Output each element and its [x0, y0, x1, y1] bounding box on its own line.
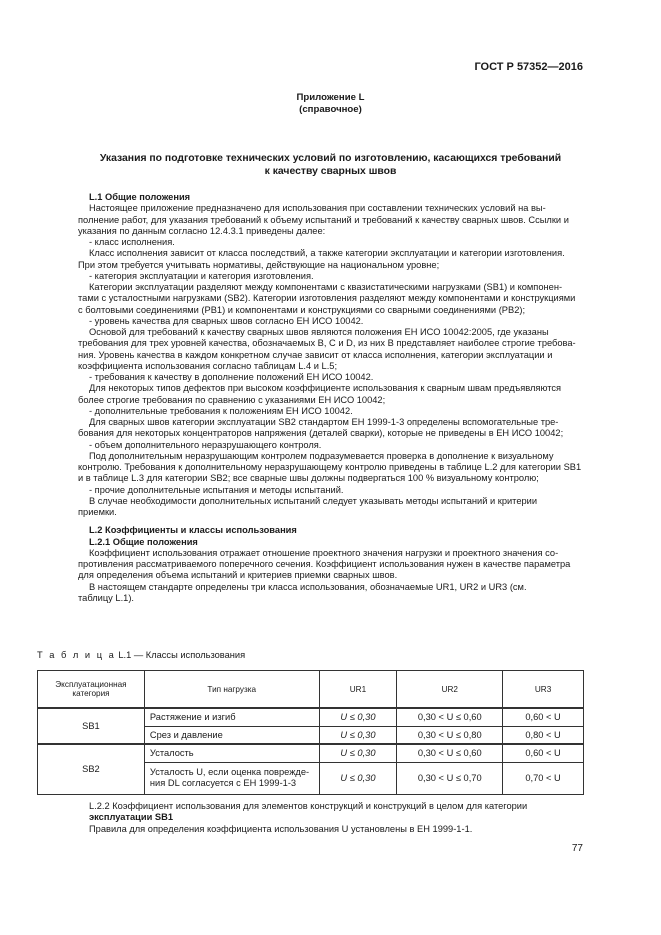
ur2-cell: 0,30 < U ≤ 0,80: [397, 726, 503, 744]
paragraph: Под дополнительным неразрушающим контролем подразумевается проверка в дополнение к визуальному: [89, 450, 554, 461]
paragraph: Коэффициент использования отражает отношение проектного значения нагрузки и проектного значения со-: [89, 547, 559, 558]
subsection-heading: L.2.1 Общие положения: [89, 536, 198, 547]
column-header: UR3: [503, 671, 584, 709]
paragraph: Для сварных швов категории эксплуатации SB2 стандартом ЕН 1999-1-3 определены вспомогательные тре-: [89, 417, 559, 427]
usage-classes-table: [37, 670, 584, 795]
list-item: - категория эксплуатации и категория изготовления.: [89, 270, 314, 281]
ur3-cell: 0,60 < U: [503, 744, 584, 762]
load-type-cell: [144, 762, 319, 794]
main-title-line1: Указания по подготовке технических условий по изготовлению, касающихся требований: [99, 153, 562, 164]
column-header: Эксплуатационная категория: [38, 671, 145, 709]
paragraph-cont: При этом требуется учитывать нормативы, действующие на национальном уровне;: [78, 259, 440, 270]
paragraph: Основой для требований к качеству сварных швов являются положения ЕН ИСО 10042:2005, где указаны: [89, 327, 549, 337]
load-type-cell: Срез и давление: [144, 726, 319, 744]
paragraph: Для некоторых типов дефектов при высоком коэффициенте использования к сварным швам предъявляются: [89, 383, 562, 394]
paragraph-cont: приемки.: [78, 507, 117, 517]
column-header: UR2: [397, 671, 503, 709]
paragraph: Категории эксплуатации разделяют между компонентами с квазистатическими нагрузками (SB1) и компонен-: [89, 282, 563, 292]
paragraph-cont: и в таблице L.3 для категории SB2; все сварные швы должны подвергаться 100 % визуальному контролю;: [78, 473, 539, 484]
paragraph: Правила для определения коэффициента использования U установлены в ЕН 1999-1-1.: [89, 823, 473, 834]
ur1-cell: U ≤ 0,30: [319, 744, 397, 762]
ur1-cell: U ≤ 0,30: [319, 708, 397, 726]
section-l1: [78, 192, 584, 604]
paragraph: В случае необходимости дополнительных испытаний следует указывать методы испытаний и критерии: [89, 495, 538, 506]
subsection-heading-cont: эксплуатации SB1: [89, 812, 173, 823]
paragraph-cont: более строгие требования по сравнению с указаниями ЕН ИСО 10042;: [78, 394, 386, 405]
load-type-cell: Усталость: [144, 744, 319, 762]
table-label: Т а б л и ц а: [37, 650, 116, 660]
paragraph-cont: с болтовыми соединениями (PB1) и компонентами и конструкциями со сварными соединениями (PB2);: [78, 304, 526, 315]
ur2-cell: 0,30 < U ≤ 0,60: [397, 744, 503, 762]
column-header: Тип нагрузка: [144, 671, 319, 709]
list-item: - объем дополнительного неразрушающего контроля.: [89, 439, 322, 450]
paragraph-cont: требования для трех уровней качества, обозначаемых B, C и D, из них B представляет наиболее строгие требова-: [78, 338, 576, 349]
main-title-line2: к качеству сварных швов: [264, 166, 397, 177]
load-type-line: Усталость U, если оценка поврежде-: [149, 767, 310, 777]
paragraph-cont: коэффициента использования согласно таблицам L.4 и L.5;: [78, 360, 338, 371]
paragraph-cont: указания по данным согласно 12.4.3.1 приведены далее:: [78, 225, 326, 236]
list-item: - класс исполнения.: [89, 237, 175, 247]
paragraph-cont: полнение работ, для указания требований к объему испытаний и требований к качеству сварных швов. Ссылки и: [78, 214, 569, 225]
paragraph: В настоящем стандарте определены три класса использования, обозначаемые UR1, UR2 и UR3 (см.: [89, 581, 527, 592]
paragraph-cont: ния. Уровень качества в каждом конкретном случае зависит от класса исполнения, категории эксплуатации и: [78, 349, 553, 360]
section-heading: L.1 Общие положения: [89, 192, 191, 202]
load-type-line: ния DL согласуется с ЕН 1999-1-3: [149, 778, 297, 788]
section-l22: [78, 801, 584, 835]
paragraph-cont: таблицу L.1).: [78, 592, 135, 603]
paragraph: Настоящее приложение предназначено для использования при составлении технических условий на вы-: [89, 203, 546, 214]
paragraph-cont: тами с усталостными нагрузками (SB2). Категории изготовления разделяют между компонентами и конструкциями: [78, 293, 576, 304]
category-cell: SB1: [38, 708, 145, 744]
appendix-title: Приложение L: [296, 92, 365, 103]
paragraph-cont: контролю. Требования к дополнительному неразрушающему контролю приведены в таблице L.2 для категории SB1: [78, 462, 582, 472]
ur1-cell: U ≤ 0,30: [319, 726, 397, 744]
ur1-cell: U ≤ 0,30: [319, 762, 397, 794]
ur2-cell: 0,30 < U ≤ 0,60: [397, 708, 503, 726]
subsection-heading: L.2.2 Коэффициент использования для элементов конструкций и конструкций в целом для категории: [89, 801, 528, 811]
table-title: L.1 — Классы использования: [118, 650, 246, 660]
page-number: 77: [571, 843, 583, 854]
paragraph-cont: бования для некоторых концентраторов напряжения (деталей сварки), которые не приведены в ЕН ИСО 10042;: [78, 428, 564, 439]
ur3-cell: 0,70 < U: [503, 762, 584, 794]
list-item: - требования к качеству в дополнение положений ЕН ИСО 10042.: [89, 372, 374, 382]
column-header: UR1: [319, 671, 397, 709]
ur3-cell: 0,80 < U: [503, 726, 584, 744]
paragraph-cont: противления рассматриваемого поперечного сечения. Коэффициент использования нужен в качестве параметра: [78, 559, 571, 569]
standard-header: ГОСТ Р 57352—2016: [474, 61, 583, 73]
table-row: [38, 744, 584, 762]
load-type-cell: Растяжение и изгиб: [144, 708, 319, 726]
paragraph: Класс исполнения зависит от класса последствий, а также категории эксплуатации и категории изготовления.: [89, 248, 565, 259]
category-cell: SB2: [38, 744, 145, 794]
ur3-cell: 0,60 < U: [503, 708, 584, 726]
list-item: - дополнительные требования к положениям ЕН ИСО 10042.: [89, 405, 353, 416]
appendix-subtitle: (справочное): [299, 104, 362, 115]
list-item: - уровень качества для сварных швов согласно ЕН ИСО 10042.: [89, 315, 364, 326]
table-row: [38, 708, 584, 726]
paragraph-cont: для определения объема испытаний и критериев приемки сварных швов.: [78, 570, 398, 581]
table-caption: [37, 650, 245, 660]
list-item: - прочие дополнительные испытания и методы испытаний.: [89, 484, 344, 495]
section-heading: L.2 Коэффициенты и классы использования: [89, 525, 297, 536]
ur2-cell: 0,30 < U ≤ 0,70: [397, 762, 503, 794]
